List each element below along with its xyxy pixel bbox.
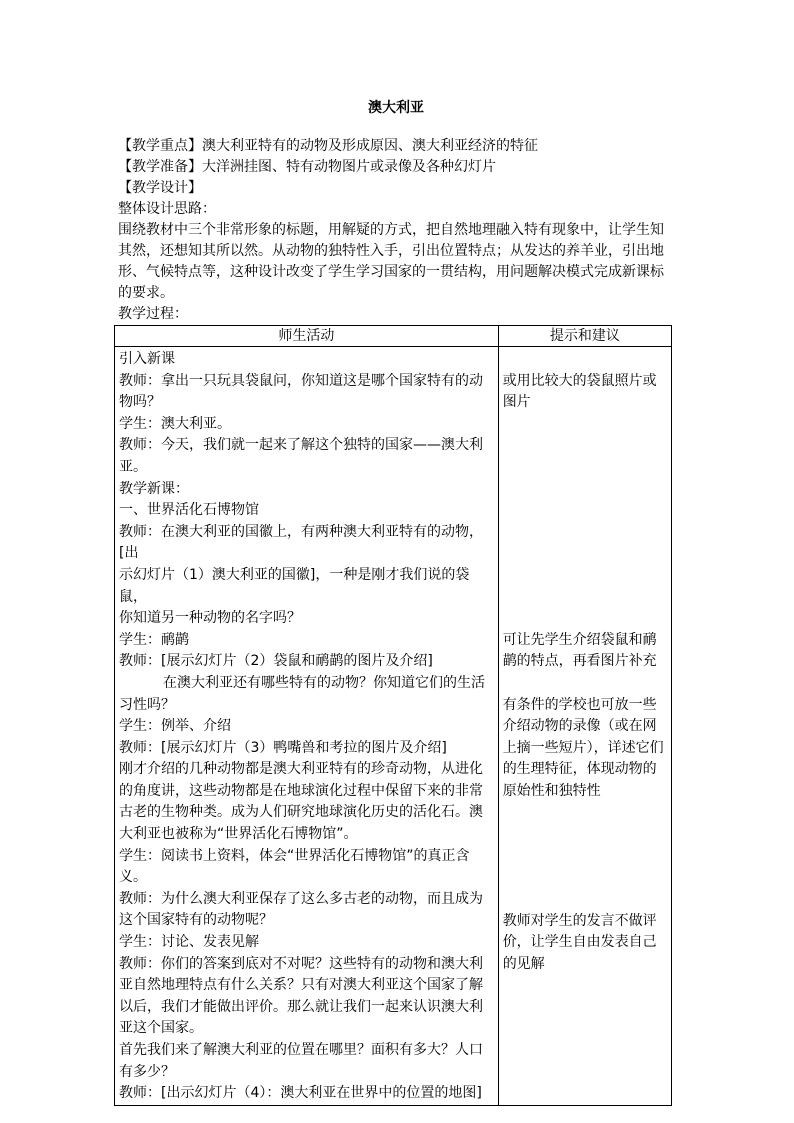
design-label: 【教学设计】 [118,180,202,196]
activity-line: 教师：[展示幻灯片（3）鸭嘴兽和考拉的图片及介绍] [119,739,447,756]
prep-label: 【教学准备】 [118,159,202,175]
tips-cell [498,347,671,1106]
tip-line: 可让先学生介绍袋鼠和鸸 [502,631,657,648]
activity-line: 义。 [119,869,147,886]
activity-line: 教师：为什么澳大利亚保存了这么多古老的动物，而且成为 [119,890,483,907]
header-tips: 提示和建议 [498,326,671,347]
activity-line: 你知道另一种动物的名字吗？ [119,610,301,627]
key-points-label: 【教学重点】 [118,138,202,154]
activity-line: 习性吗？ [119,696,175,713]
tip-line: 鹋的特点，再看图片补充 [502,653,657,670]
tip-line: 上摘一些短片），详述它们 [502,739,664,756]
activity-line: 学生：例举、介绍 [119,718,231,735]
activity-line: 刚才介绍的几种动物都是澳大利亚特有的珍奇动物，从进化 [119,761,483,778]
key-points-text: 澳大利亚特有的动物及形成原因、澳大利亚经济的特征 [202,138,538,154]
header-activity: 师生活动 [115,326,499,347]
tip-line: 介绍动物的录像（或在网 [502,718,657,735]
activity-line: 教师：拿出一只玩具袋鼠问，你知道这是哪个国家特有的动 [119,372,483,389]
activity-line: 教学新课： [119,480,189,497]
tip-line: 价，让学生自由发表自己 [502,934,657,951]
activity-line: 教师：今天，我们就一起来了解这个独特的国家——澳大利 [119,437,483,454]
activity-line: 学生：阅读书上资料，体会“世界活化石博物馆”的真正含 [119,847,470,864]
activity-line: 亚自然地理特点有什么关系？只有对澳大利亚这个国家了解 [119,977,483,994]
tips-spacer [503,803,667,911]
activity-line: 古老的生物种类。成为人们研究地球演化历史的活化石。澳 [119,804,483,821]
activity-line: 学生：讨论、发表见解 [119,934,259,951]
activity-line: 首先我们来了解澳大利亚的位置在哪里？面积有多大？人口 [119,1042,483,1058]
activity-line: 学生：澳大利亚。 [119,415,231,432]
intro-section [118,136,674,325]
activity-line: 亚这个国家。 [119,1020,203,1037]
activity-line: 一、世界活化石博物馆 [119,502,259,519]
tip-line: 原始性和独特性 [502,782,601,799]
activity-line: 教师：在澳大利亚的国徽上，有两种澳大利亚特有的动物，[出 [119,523,483,562]
prep-text: 大洋洲挂图、特有动物图片或录像及各种幻灯片 [202,159,496,175]
activity-line: 亚。 [119,458,147,475]
activity-line: 在澳大利亚还有哪些特有的动物？你知道它们的生活 [163,674,485,691]
tips-spacer [503,349,667,371]
activity-cell [115,347,499,1106]
activity-line: 以后，我们才能做出评价。那么就让我们一起来认识澳大利 [119,998,483,1015]
activity-line: 教师：你们的答案到底对不对呢？这些特有的动物和澳大利 [119,955,483,972]
idea-heading: 整体设计思路： [118,201,216,217]
activity-line: 这个国家特有的动物呢？ [119,912,273,929]
activity-line: 大利亚也被称为“世界活化石博物馆”。 [119,826,358,843]
table-header-row [115,326,672,347]
activity-line: 示幻灯片（1）澳大利亚的国徽]，一种是刚才我们说的袋鼠， [119,566,470,605]
tips-spacer [503,673,667,695]
tip-line: 有条件的学校也可放一些 [502,696,657,713]
activity-line: 学生：鸸鹋 [119,631,189,648]
tip-line: 的生理特征，体现动物的 [502,761,657,778]
prep-line [118,157,674,178]
tips-spacer [503,414,667,630]
tip-line: 或用比较大的袋鼠照片或 [502,372,657,389]
activity-line: 教师：[出示幻灯片（4）：澳大利亚在世界中的位置的地图] [119,1085,482,1102]
tip-line: 教师对学生的发言不做评 [502,912,657,929]
activity-line: 教师：[展示幻灯片（2）袋鼠和鸸鹋的图片及介绍] [119,653,433,670]
activity-line: 的角度讲，这些动物都是在地球演化过程中保留下来的非常 [119,782,483,799]
page-title: 澳大利亚 [368,100,424,116]
document-page [118,98,674,1106]
idea-text: 围绕教材中三个非常形象的标题，用解疑的方式，把自然地理融入特有现象中，让学生知其然，还想知其所以然。从动物的独特性入手，引出位置特点；从发达的养羊业，引出地形、气候特点等，这种设计改变了学生学习国家的一贯结构，用问题解决模式完成新课标的要求。 [118,222,664,301]
activity-line: 有多少？ [119,1063,175,1080]
activity-line: 物吗？ [119,394,161,411]
table-row [115,347,672,1106]
key-points-line [118,136,674,157]
process-heading: 教学过程： [118,306,188,322]
tip-line: 图片 [502,394,531,411]
activity-line: 引入新课 [119,351,175,367]
tip-line: 的见解 [502,955,545,972]
lesson-table [114,325,672,1106]
